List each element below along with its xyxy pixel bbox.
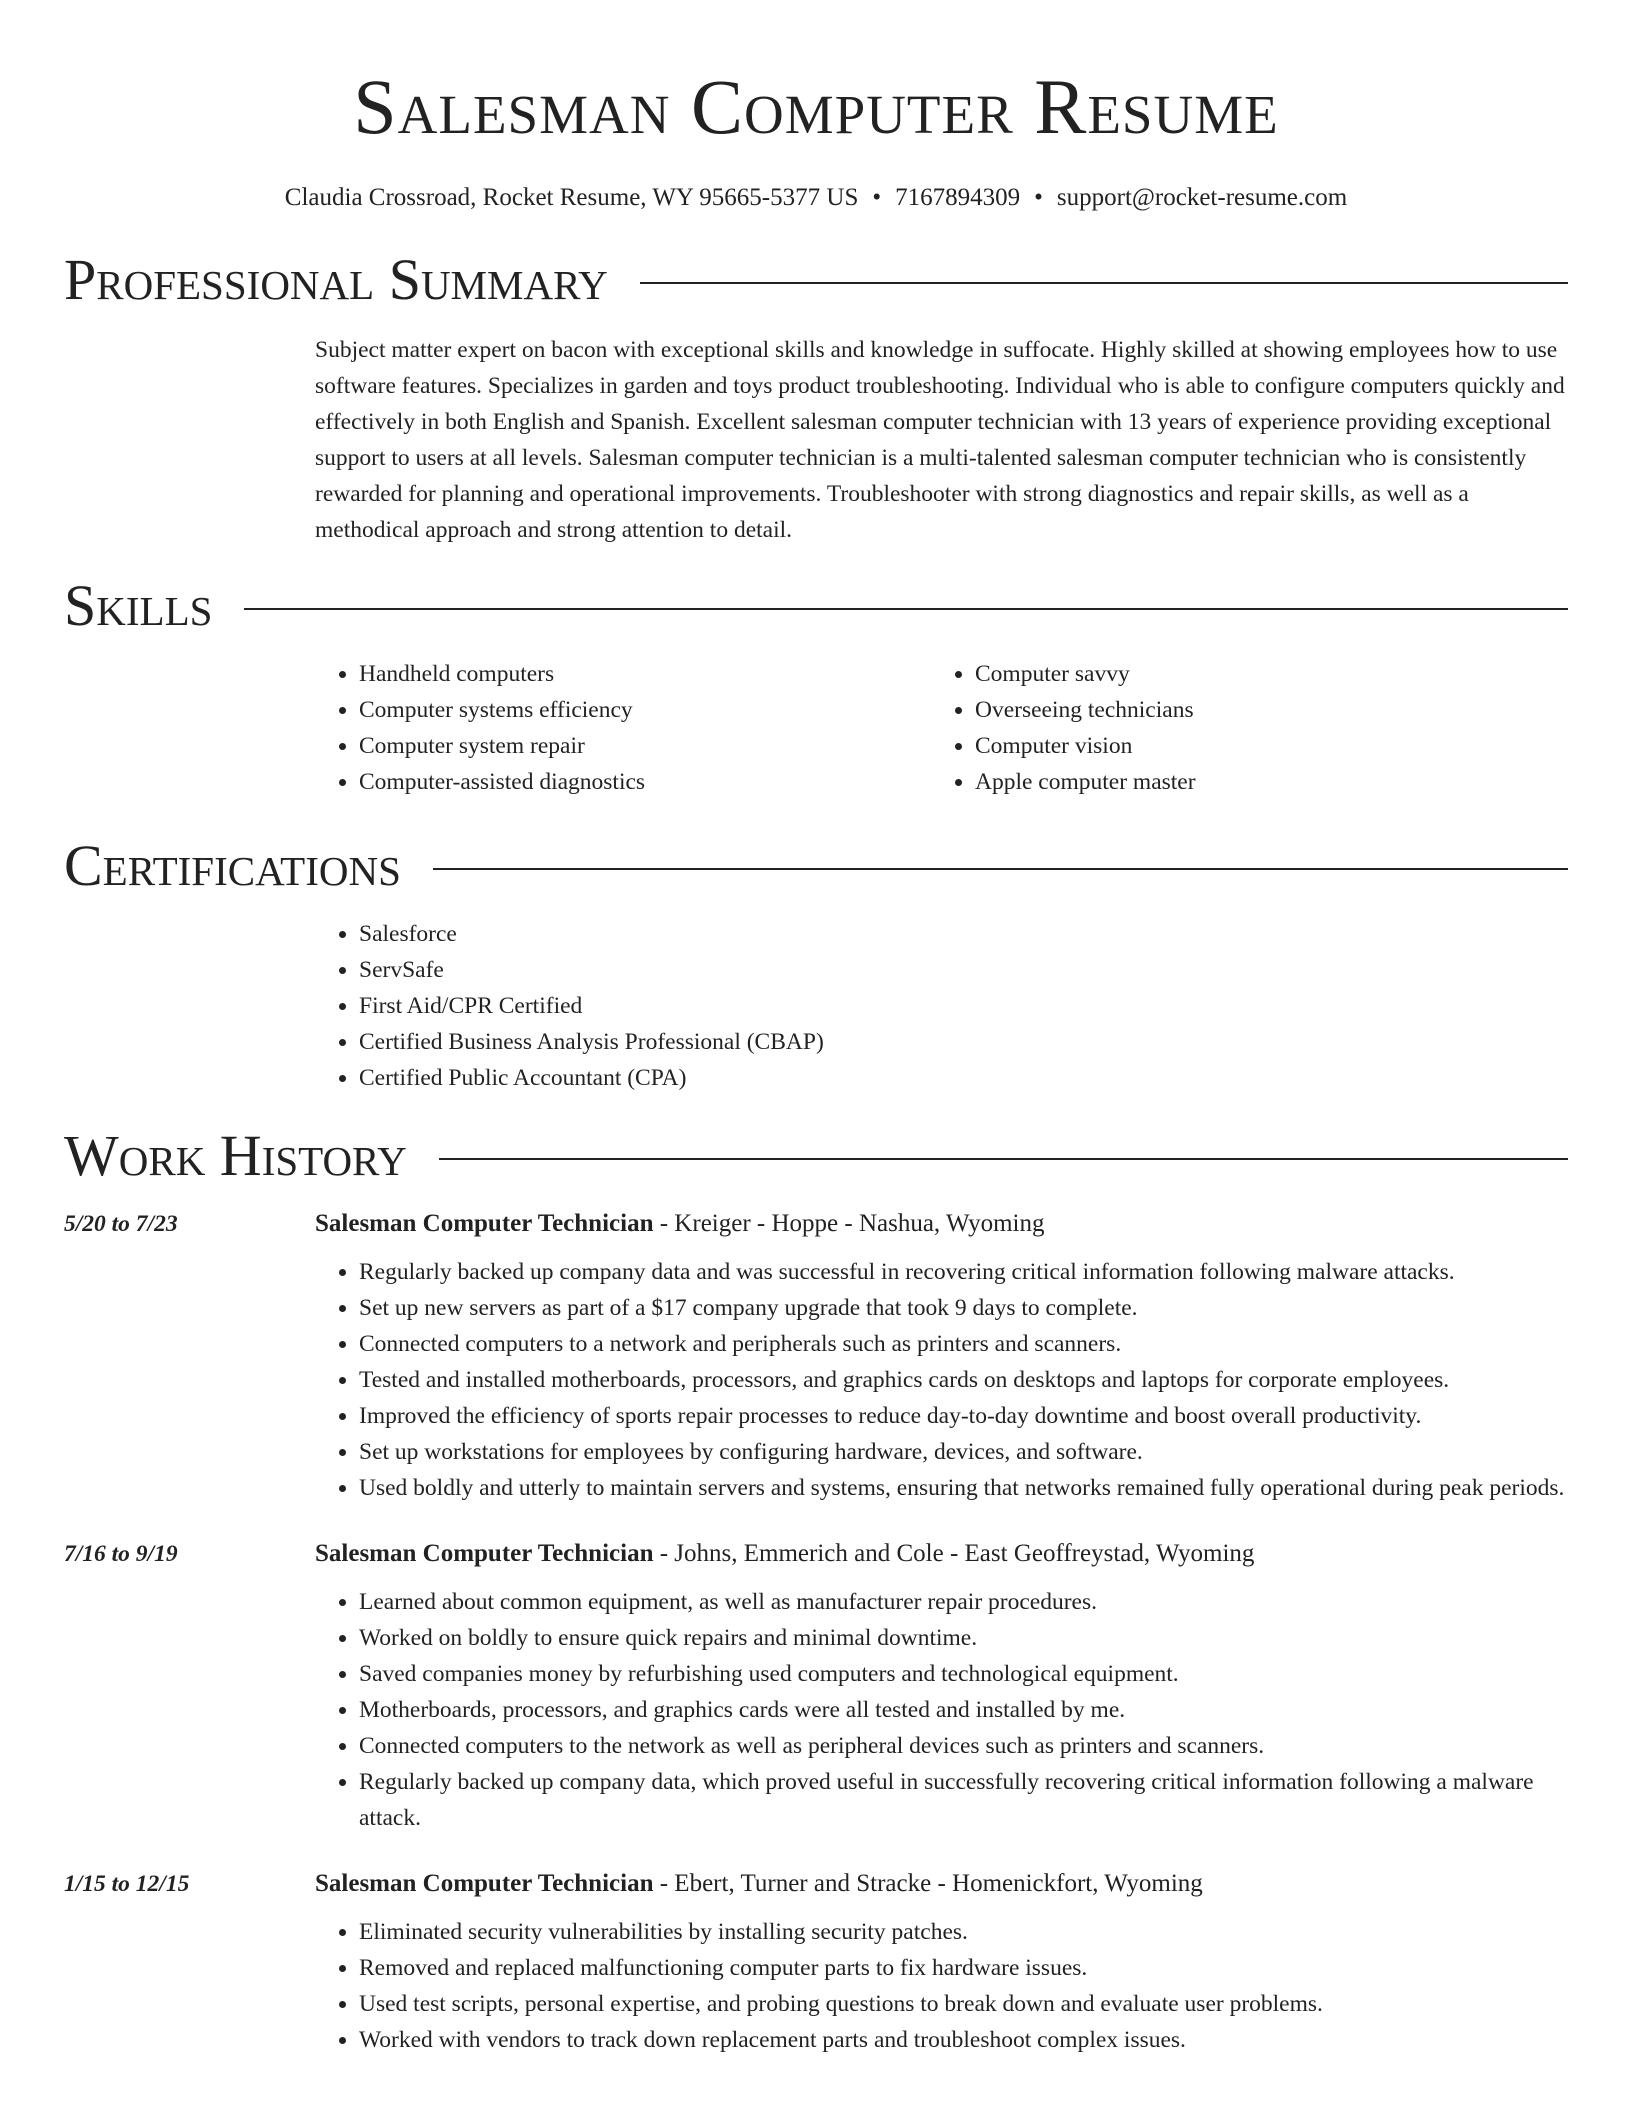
contact-phone: 7167894309 (895, 184, 1021, 211)
certification-item: • Certified Business Analysis Professional (CBAP) (359, 1024, 1568, 1060)
job-bullet-list (315, 1914, 1568, 2058)
job-header (64, 1210, 1568, 1238)
skills-right-list (931, 656, 1547, 800)
summary-heading: Professional Summary (64, 247, 608, 312)
job-title: Salesman Computer Technician (315, 1540, 654, 1567)
skill-item: • Overseeing technicians (975, 692, 1547, 728)
certification-item: • Certified Public Accountant (CPA) (359, 1060, 1568, 1096)
certifications-heading: Certifications (64, 833, 401, 898)
contact-separator: • (872, 184, 882, 211)
job-heading (315, 1210, 1044, 1238)
job-bullet: • Saved companies money by refurbishing used computers and technological equipment. (359, 1656, 1568, 1692)
certifications-items (315, 916, 1568, 1096)
job-entry (64, 1540, 1568, 1836)
job-bullet: • Tested and installed motherboards, processors, and graphics cards on desktops and laptops for corporate employees. (359, 1362, 1568, 1398)
job-header (64, 1870, 1568, 1898)
skills-heading: Skills (64, 573, 213, 638)
section-divider (244, 608, 1568, 610)
job-bullets (315, 1254, 1568, 1506)
skill-item: • Computer vision (975, 728, 1547, 764)
certification-item: • ServSafe (359, 952, 1568, 988)
certification-item: • Salesforce (359, 916, 1568, 952)
job-heading (315, 1870, 1203, 1898)
job-title: Salesman Computer Technician (315, 1210, 654, 1237)
job-bullet: • Connected computers to a network and peripherals such as printers and scanners. (359, 1326, 1568, 1362)
job-bullets (315, 1914, 1568, 2058)
skills-column-right (931, 656, 1547, 800)
job-bullet: • Eliminated security vulnerabilities by installing security patches. (359, 1914, 1568, 1950)
section-divider (433, 868, 1568, 870)
job-bullet: • Used boldly and utterly to maintain servers and systems, ensuring that networks remained fully operational during peak periods. (359, 1470, 1568, 1506)
job-bullet: • Learned about common equipment, as well as manufacturer repair procedures. (359, 1584, 1568, 1620)
skill-item: • Computer systems efficiency (359, 692, 931, 728)
skills-left-list (315, 656, 931, 800)
job-bullets (315, 1584, 1568, 1836)
job-bullet: • Worked with vendors to track down replacement parts and troubleshoot complex issues. (359, 2022, 1568, 2058)
summary-section-header (64, 248, 1568, 312)
contact-separator: • (1034, 184, 1043, 211)
job-title: Salesman Computer Technician (315, 1870, 654, 1897)
work-heading: Work History (64, 1123, 407, 1188)
summary-body (315, 332, 1568, 548)
certifications-section-header (64, 834, 1568, 898)
job-bullet: • Worked on boldly to ensure quick repairs and minimal downtime. (359, 1620, 1568, 1656)
skill-item: • Apple computer master (975, 764, 1547, 800)
job-bullet: • Removed and replaced malfunctioning computer parts to fix hardware issues. (359, 1950, 1568, 1986)
certifications-list (315, 916, 1568, 1096)
job-bullet: • Connected computers to the network as well as peripheral devices such as printers and scanners. (359, 1728, 1568, 1764)
section-divider (439, 1158, 1568, 1160)
section-divider (640, 282, 1568, 284)
job-entry (64, 1870, 1568, 2058)
resume-title: Salesman Computer Resume (353, 63, 1279, 150)
job-bullet: • Motherboards, processors, and graphics cards were all tested and installed by me. (359, 1692, 1568, 1728)
job-header (64, 1540, 1568, 1568)
job-bullet: • Regularly backed up company data and was successful in recovering critical information following malware attacks. (359, 1254, 1568, 1290)
job-dates: 7/16 to 9/19 (64, 1541, 178, 1567)
job-bullet: • Regularly backed up company data, which proved useful in successfully recovering critical information following a malware attack. (359, 1764, 1568, 1836)
skill-item: • Computer system repair (359, 728, 931, 764)
job-bullet: • Used test scripts, personal expertise, and probing questions to break down and evaluate user problems. (359, 1986, 1568, 2022)
contact-address: Claudia Crossroad, Rocket Resume, WY 95665-5377 US (284, 184, 859, 211)
job-bullet: • Set up workstations for employees by configuring hardware, devices, and software. (359, 1434, 1568, 1470)
skill-item: • Computer savvy (975, 656, 1547, 692)
job-employer: - Ebert, Turner and Stracke - Homenickfort, Wyoming (653, 1870, 1203, 1897)
job-employer: - Kreiger - Hoppe - Nashua, Wyoming (653, 1210, 1045, 1237)
job-bullet: • Set up new servers as part of a $17 company upgrade that took 9 days to complete. (359, 1290, 1568, 1326)
contact-line (64, 182, 1568, 214)
skill-item: • Handheld computers (359, 656, 931, 692)
job-bullet-list (315, 1254, 1568, 1506)
job-bullet: • Improved the efficiency of sports repair processes to reduce day-to-day downtime and boost overall productivity. (359, 1398, 1568, 1434)
job-employer: - Johns, Emmerich and Cole - East Geoffreystad, Wyoming (653, 1540, 1255, 1567)
contact-email: support@rocket-resume.com (1056, 184, 1348, 211)
work-section-header (64, 1124, 1568, 1188)
job-heading (315, 1540, 1254, 1568)
job-dates: 5/20 to 7/23 (64, 1211, 178, 1237)
job-entry (64, 1210, 1568, 1506)
skills-column-left (315, 656, 931, 800)
summary-text: Subject matter expert on bacon with exceptional skills and knowledge in suffocate. Highly skilled at showing employees how to use software features. Specializes in garden and toys product troubleshooting. Individual who is able to configure computers quickly and effectively in both English and Spanish. Excellent salesman computer technician with 13 years of experience providing exceptional support to users at all levels. Salesman computer technician is a multi-talented salesman computer technician who is consistently rewarded for planning and operational improvements. Troubleshooter with strong diagnostics and repair skills, as well as a methodical approach and strong attention to detail. (315, 337, 1565, 543)
skills-list (315, 656, 1568, 800)
job-dates: 1/15 to 12/15 (64, 1871, 190, 1897)
certification-item: • First Aid/CPR Certified (359, 988, 1568, 1024)
job-bullet-list (315, 1584, 1568, 1836)
skill-item: • Computer-assisted diagnostics (359, 764, 931, 800)
skills-section-header (64, 574, 1568, 638)
